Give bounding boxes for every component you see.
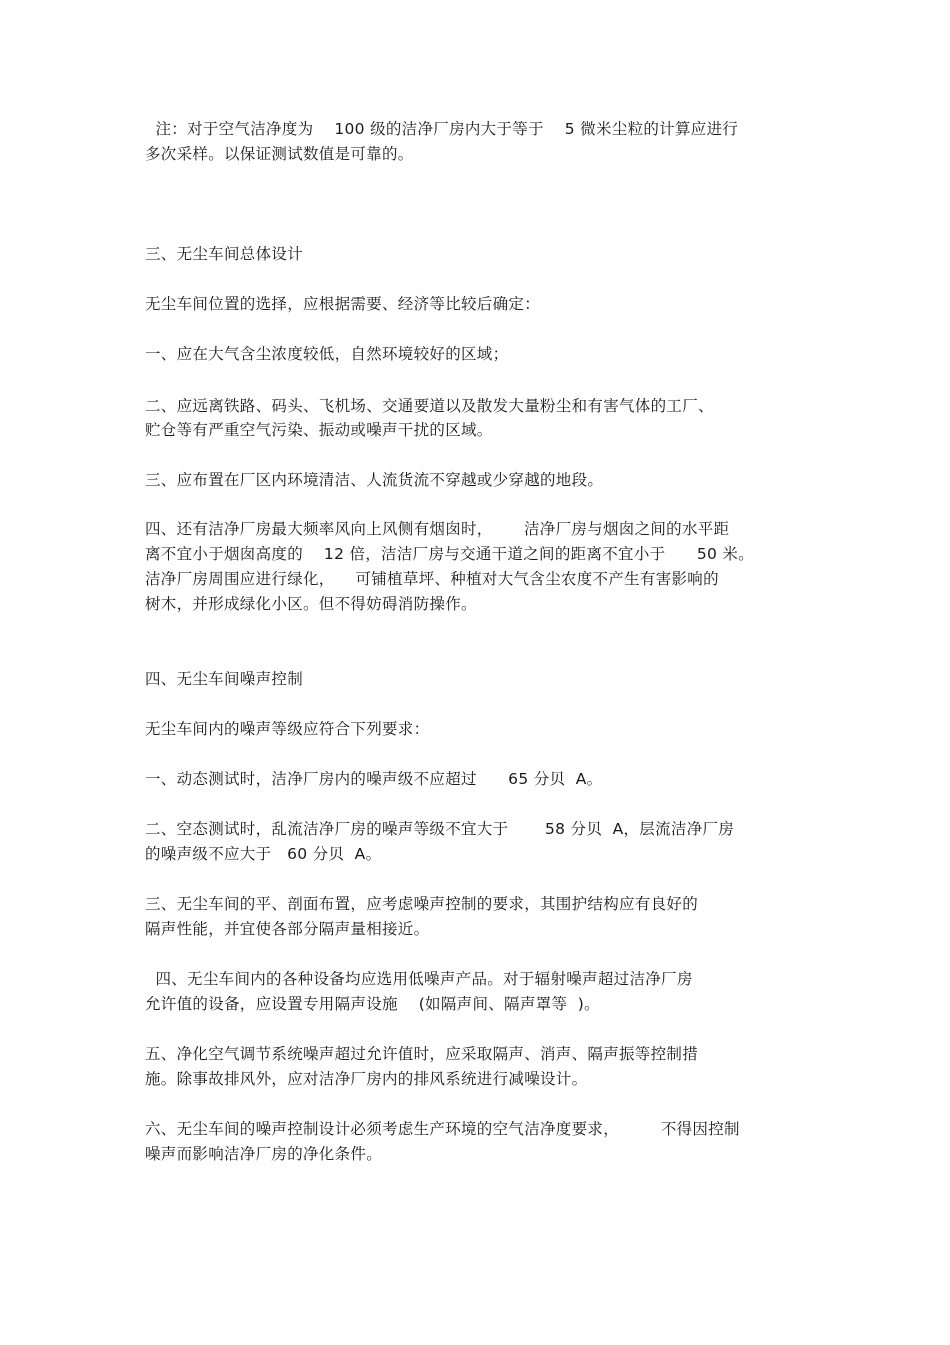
section-4-item-2-line-2: 的噪声级不应大于 60 分贝 A。: [145, 845, 382, 863]
section-4-item-4-line-2: 允许值的设备，应设置专用隔声设施 (如隔声间、隔声罩等 )。: [145, 995, 600, 1013]
section-4-item-3-line-2: 隔声性能，并宜使各部分隔声量相接近。: [145, 920, 430, 938]
section-4-item-1: 一、动态测试时，洁净厂房内的噪声级不应超过 65 分贝 A。: [145, 770, 603, 788]
section-4-heading: 四、无尘车间噪声控制: [145, 670, 304, 688]
section-3-item-4-line-3: 洁净厂房周围应进行绿化， 可铺植草坪、种植对大气含尘农度不产生有害影响的: [145, 570, 719, 588]
section-4-item-5-line-2: 施。除事故排风外，应对洁净厂房内的排风系统进行减噪设计。: [145, 1070, 588, 1088]
section-3-item-2-line-2: 贮仓等有严重空气污染、振动或噪声干扰的区域。: [145, 421, 493, 439]
section-3-heading: 三、无尘车间总体设计: [145, 245, 304, 263]
section-3-item-4-line-1: 四、还有洁净厂房最大频率风向上风侧有烟囱时， 洁净厂房与烟囱之间的水平距: [145, 520, 730, 538]
section-3-item-1: 一、应在大气含尘浓度较低，自然环境较好的区域；: [145, 345, 509, 363]
section-3-intro: 无尘车间位置的选择，应根据需要、经济等比较后确定：: [145, 295, 541, 313]
section-4-item-4-line-1: 四、无尘车间内的各种设备均应选用低噪声产品。对于辐射噪声超过洁净厂房: [145, 970, 693, 988]
section-3-item-4-line-2: 离不宜小于烟囱高度的 12 倍，洁洁厂房与交通干道之间的距离不宜小于 50 米。: [145, 545, 754, 563]
section-4-item-2-line-1: 二、空态测试时，乱流洁净厂房的噪声等级不宜大于 58 分贝 A，层流洁净厂房: [145, 820, 735, 838]
section-4-item-5-line-1: 五、净化空气调节系统噪声超过允许值时，应采取隔声、消声、隔声振等控制措: [145, 1045, 699, 1063]
section-3-item-2-line-1: 二、应远离铁路、码头、飞机场、交通要道以及散发大量粉尘和有害气体的工厂、: [145, 397, 714, 415]
note-line-2: 多次采样。以保证测试数值是可靠的。: [145, 145, 414, 163]
section-4-item-6-line-1: 六、无尘车间的噪声控制设计必须考虑生产环境的空气洁净度要求， 不得因控制: [145, 1120, 740, 1138]
section-3-item-4-line-4: 树木，并形成绿化小区。但不得妨碍消防操作。: [145, 595, 477, 613]
note-line-1: 注：对于空气洁净度为 100 级的洁净厂房内大于等于 5 微米尘粒的计算应进行: [145, 120, 739, 138]
section-4-item-6-line-2: 噪声而影响洁净厂房的净化条件。: [145, 1145, 383, 1163]
section-4-intro: 无尘车间内的噪声等级应符合下列要求：: [145, 720, 430, 738]
section-3-item-3: 三、应布置在厂区内环境清洁、人流货流不穿越或少穿越的地段。: [145, 471, 604, 489]
section-4-item-3-line-1: 三、无尘车间的平、剖面布置，应考虑噪声控制的要求，其围护结构应有良好的: [145, 895, 699, 913]
